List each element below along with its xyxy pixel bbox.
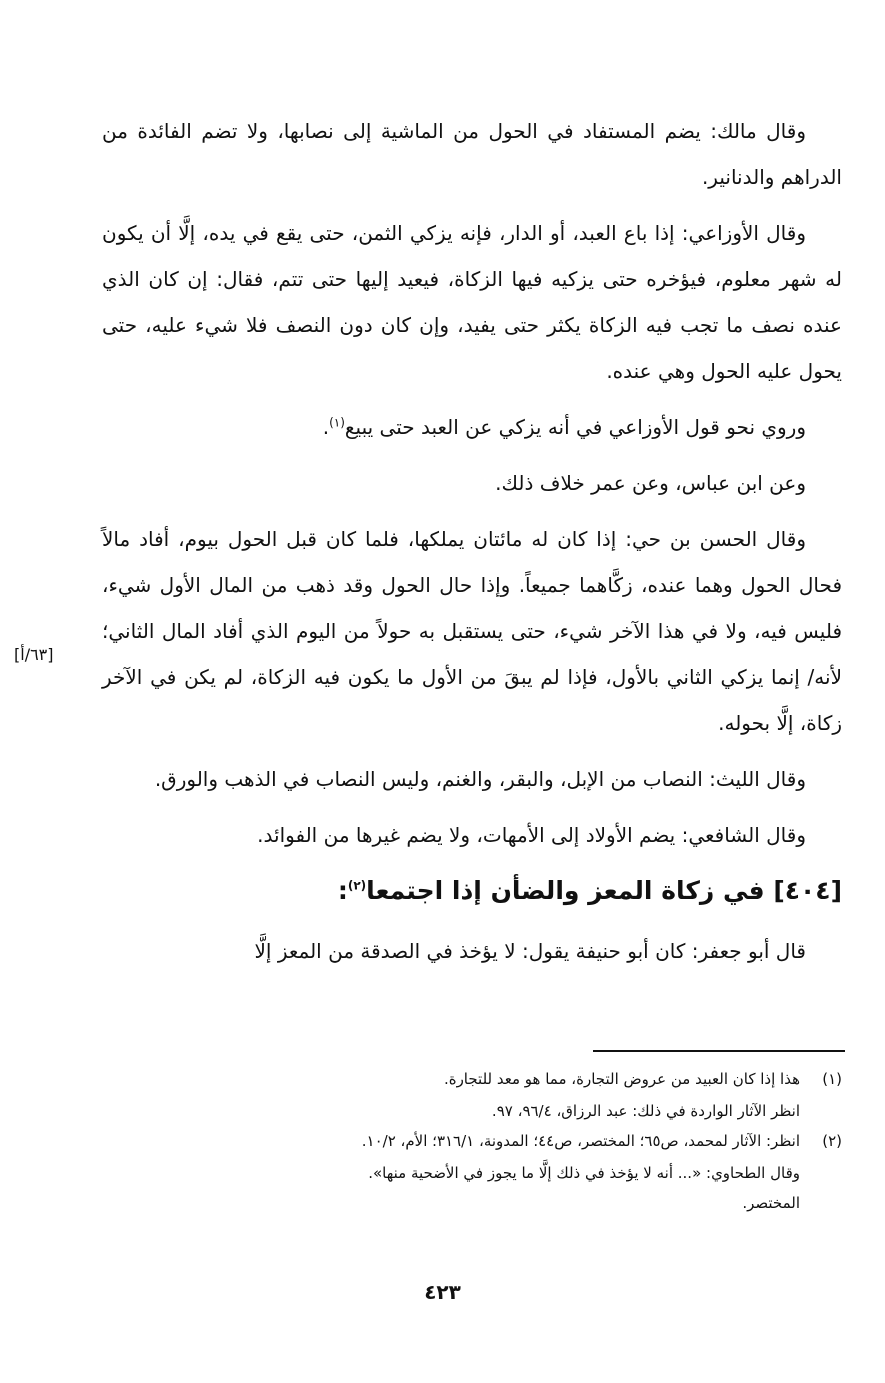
paragraph-shafii: وقال الشافعي: يضم الأولاد إلى الأمهات، ولا يضم غيرها من الفوائد. xyxy=(257,823,806,847)
paragraph-hasan: وقال الحسن بن حي: إذا كان له مائتان يملكها، فلما كان قبل الحول بيوم، أفاد مالاً فحال الحول وهما عنده، زكَّاهما جميعاً. وإذا حال الحول وقد ذهب من المال الأول شيء، فليس فيه، ولا في هذا الآخر شيء، حتى يستقبل به حولاً من اليوم الذي أفاد المال الثاني؛ لأنه/ إنما يزكي الثاني بالأول، فإذا لم يبقَ من الأول ما يكون فيه الزكاة، لم يكن في الآخر زكاة، إلَّا بحوله. xyxy=(102,527,842,735)
footnote-ref-1[interactable]: (١) xyxy=(329,415,345,430)
footnote-2-text: انظر: الآثار لمحمد، ص٦٥؛ المختصر، ص٤٤؛ المدونة، ٣١٦/١؛ الأم، ١٠/٢. xyxy=(361,1132,800,1150)
paragraph-abu-jafar: قال أبو جعفر: كان أبو حنيفة يقول: لا يؤخذ في الصدقة من المعز إلَّا xyxy=(254,939,806,963)
footnote-1-number: (١) xyxy=(822,1070,842,1088)
body-text xyxy=(102,108,842,974)
footnote-2-source: المختصر. xyxy=(742,1194,800,1212)
paragraph-awzai: وقال الأوزاعي: إذا باع العبد، أو الدار، فإنه يزكي الثمن، حتى يقع في يده، إلَّا أن يكون له شهر معلوم، فيؤخره حتى يزكيه فيها الزكاة، فيعيد إليها حتى تتم، فقال: إن كان الذي عنده نصف ما تجب فيه الزكاة يكثر حتى يفيد، وإن كان دون النصف فلا شيء عليه، حتى يحول عليه الحول وهي عنده. xyxy=(102,221,842,383)
paragraph-layth: وقال الليث: النصاب من الإبل، والبقر، والغنم، وليس النصاب في الذهب والورق. xyxy=(154,767,806,791)
footnote-ref-2[interactable]: (٢) xyxy=(347,878,367,893)
footnote-1-text: هذا إذا كان العبيد من عروض التجارة، مما هو معد للتجارة. xyxy=(443,1070,800,1088)
footnote-1 xyxy=(102,1064,842,1094)
section-heading-end: : xyxy=(337,876,348,905)
section-heading-text: [٤٠٤] في زكاة المعز والضأن إذا اجتمعا xyxy=(366,876,842,905)
paragraph-narration xyxy=(102,404,842,450)
footnote-divider xyxy=(593,1050,845,1052)
paragraph-narration-text: وروي نحو قول الأوزاعي في أنه يزكي عن العبد حتى يبيع xyxy=(344,415,806,439)
margin-folio-reference: [٦٣/أ] xyxy=(14,645,54,664)
section-heading xyxy=(102,868,842,914)
footnote-2-quote: وقال الطحاوي: «... أنه لا يؤخذ في ذلك إلَّا ما يجوز في الأضحية منها». xyxy=(368,1164,800,1182)
paragraph-narration-end: . xyxy=(322,415,330,439)
footnote-2-number: (٢) xyxy=(822,1132,842,1150)
footnotes xyxy=(102,1064,842,1218)
page-number: ٤٢٣ xyxy=(424,1280,461,1304)
footnote-2 xyxy=(102,1126,842,1156)
paragraph-ibn-abbas: وعن ابن عباس، وعن عمر خلاف ذلك. xyxy=(495,471,806,495)
footnote-1-continuation: انظر الآثار الواردة في ذلك: عبد الرزاق، ٩٦/٤، ٩٧. xyxy=(491,1102,800,1120)
paragraph-malik: وقال مالك: يضم المستفاد في الحول من الماشية إلى نصابها، ولا تضم الفائدة من الدراهم والدنانير. xyxy=(102,119,842,189)
